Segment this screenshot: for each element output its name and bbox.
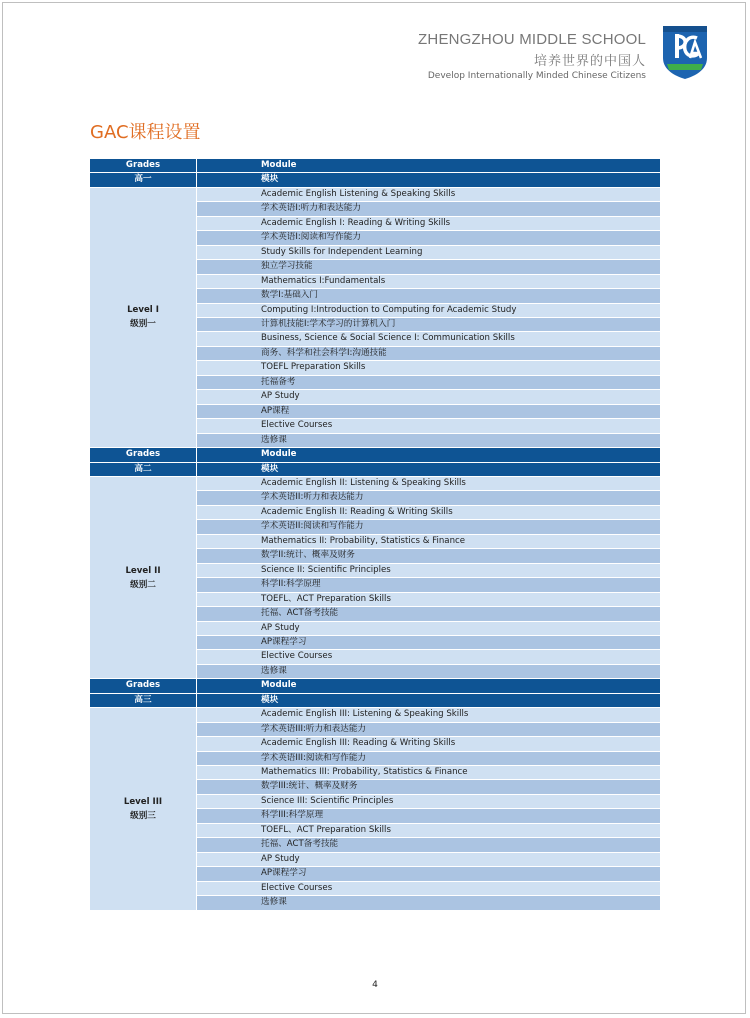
module-cell: 数学I:基础入门 <box>197 289 661 303</box>
grades-header: Grades <box>90 159 197 173</box>
module-cell: Study Skills for Independent Learning <box>197 245 661 259</box>
module-cell: TOEFL、ACT Preparation Skills <box>197 592 661 606</box>
module-cell: 科学II:科学原理 <box>197 578 661 592</box>
grade-subheader-row <box>90 693 661 707</box>
module-cell: Mathematics III: Probability, Statistics & Finance <box>197 766 661 780</box>
module-cell: 学术英语III:听力和表达能力 <box>197 722 661 736</box>
level-cell <box>90 476 197 678</box>
module-cell: 学术英语I:阅读和写作能力 <box>197 231 661 245</box>
module-cell: Mathematics II: Probability, Statistics & Finance <box>197 534 661 548</box>
curriculum-table <box>89 158 661 911</box>
table-header-row <box>90 159 661 173</box>
module-cell: 托福备考 <box>197 375 661 389</box>
school-name-cn: 培养世界的中国人 <box>533 54 646 69</box>
module-cell: 学术英语I:听力和表达能力 <box>197 202 661 216</box>
school-motto: Develop Internationally Minded Chinese Citizens <box>427 71 646 81</box>
module-cell: 选修课 <box>197 664 661 678</box>
level-cn: 级别二 <box>130 579 156 590</box>
grade-label: 高一 <box>90 173 197 187</box>
module-cell: Computing I:Introduction to Computing for Academic Study <box>197 303 661 317</box>
module-cell: Academic English II: Reading & Writing Skills <box>197 505 661 519</box>
level-cn: 级别一 <box>130 319 156 330</box>
module-cell: TOEFL、ACT Preparation Skills <box>197 823 661 837</box>
module-header: Module <box>197 679 661 693</box>
module-cell: 学术英语II:听力和表达能力 <box>197 491 661 505</box>
module-cell: 选修课 <box>197 896 661 910</box>
page-title: GAC课程设置 <box>90 122 201 143</box>
module-label-cn: 模块 <box>197 173 661 187</box>
module-cell: Science III: Scientific Principles <box>197 794 661 808</box>
grades-header: Grades <box>90 448 197 462</box>
school-header <box>418 31 646 81</box>
module-header: Module <box>197 448 661 462</box>
module-cell: Academic English I: Reading & Writing Skills <box>197 216 661 230</box>
table-header-row <box>90 448 661 462</box>
module-cell: 选修课 <box>197 433 661 447</box>
page-number: 4 <box>372 980 378 990</box>
module-cell: 托福、ACT备考技能 <box>197 838 661 852</box>
module-cell: AP Study <box>197 852 661 866</box>
table-row <box>90 187 661 201</box>
module-cell: 学术英语III:阅读和写作能力 <box>197 751 661 765</box>
grades-header: Grades <box>90 679 197 693</box>
level-cell <box>90 708 197 910</box>
school-logo-icon <box>657 24 713 80</box>
module-cell: 数学II:统计、概率及财务 <box>197 549 661 563</box>
module-cell: Elective Courses <box>197 881 661 895</box>
table-row <box>90 476 661 490</box>
module-cell: Mathematics I:Fundamentals <box>197 274 661 288</box>
level-en: Level I <box>127 305 159 316</box>
table-row <box>90 708 661 722</box>
module-cell: Academic English Listening & Speaking Skills <box>197 187 661 201</box>
module-cell: AP课程 <box>197 404 661 418</box>
module-cell: 计算机技能I:学术学习的计算机入门 <box>197 317 661 331</box>
module-cell: 独立学习技能 <box>197 260 661 274</box>
module-label-cn: 模块 <box>197 693 661 707</box>
grade-label: 高二 <box>90 462 197 476</box>
module-cell: Business, Science & Social Science I: Communication Skills <box>197 332 661 346</box>
module-label-cn: 模块 <box>197 462 661 476</box>
level-en: Level II <box>125 565 161 576</box>
module-cell: Academic English III: Listening & Speaking Skills <box>197 708 661 722</box>
module-cell: 商务、科学和社会科学I:沟通技能 <box>197 346 661 360</box>
module-cell: AP课程学习 <box>197 635 661 649</box>
table-header-row <box>90 679 661 693</box>
level-en: Level III <box>123 796 163 807</box>
level-cell <box>90 187 197 447</box>
module-cell: TOEFL Preparation Skills <box>197 361 661 375</box>
module-cell: Academic English II: Listening & Speaking Skills <box>197 476 661 490</box>
grade-subheader-row <box>90 173 661 187</box>
module-cell: 学术英语II:阅读和写作能力 <box>197 520 661 534</box>
module-cell: AP Study <box>197 390 661 404</box>
module-cell: 科学III:科学原理 <box>197 809 661 823</box>
module-cell: 数学III:统计、概率及财务 <box>197 780 661 794</box>
school-name: ZHENGZHOU MIDDLE SCHOOL <box>418 31 646 48</box>
module-cell: 托福、ACT备考技能 <box>197 607 661 621</box>
module-cell: Science II: Scientific Principles <box>197 563 661 577</box>
module-cell: Elective Courses <box>197 419 661 433</box>
grade-subheader-row <box>90 462 661 476</box>
module-header: Module <box>197 159 661 173</box>
module-cell: Elective Courses <box>197 650 661 664</box>
module-cell: AP课程学习 <box>197 867 661 881</box>
grade-label: 高三 <box>90 693 197 707</box>
module-cell: Academic English III: Reading & Writing Skills <box>197 737 661 751</box>
level-cn: 级别三 <box>130 810 156 821</box>
module-cell: AP Study <box>197 621 661 635</box>
